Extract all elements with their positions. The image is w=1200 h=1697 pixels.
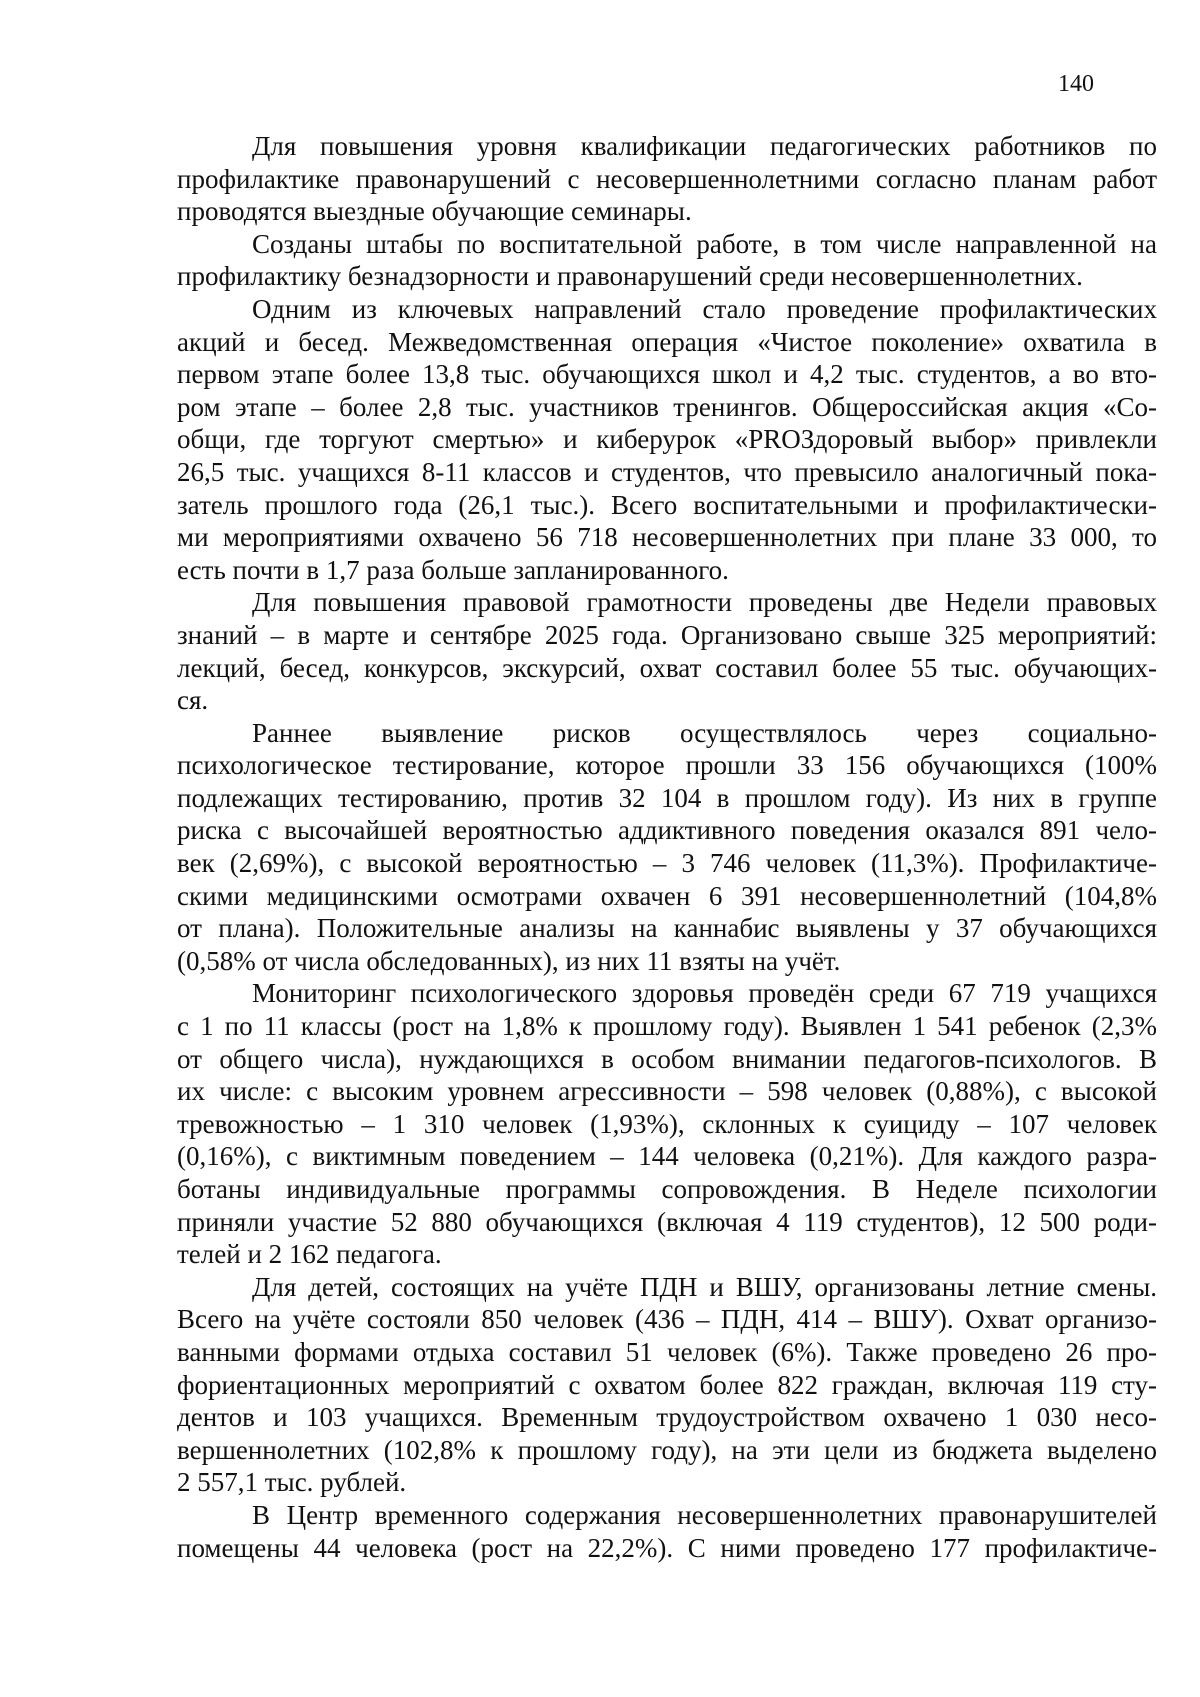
text-line: (0,16%), с виктимным поведением – 144 человека (0,21%). Для каждого разра- bbox=[177, 1141, 1157, 1172]
text-line: от общего числа), нуждающихся в особом внимании педагогов-психологов. В bbox=[177, 1043, 1157, 1074]
text-line: профилактике правонарушений с несовершеннолетними согласно планам работ bbox=[177, 163, 1157, 194]
text-line: акций и бесед. Межведомственная операция «Чистое поколение» охватила в bbox=[177, 326, 1157, 357]
text-line: ми мероприятиями охвачено 56 718 несовершеннолетних при плане 33 000, то bbox=[177, 522, 1157, 553]
paragraph bbox=[177, 293, 1157, 586]
text-line: вершеннолетних (102,8% к прошлому году), на эти цели из бюджета выделено bbox=[177, 1434, 1157, 1465]
paragraph bbox=[177, 1271, 1157, 1499]
text-line: лекций, бесед, конкурсов, экскурсий, охват составил более 55 тыс. обучающих- bbox=[177, 652, 1157, 683]
text-line: дентов и 103 учащихся. Временным трудоустройством охвачено 1 030 несо- bbox=[177, 1402, 1157, 1433]
text-line: ся. bbox=[177, 685, 209, 716]
paragraph bbox=[177, 717, 1157, 978]
text-line: Одним из ключевых направлений стало проведение профилактических bbox=[252, 293, 1157, 324]
page-number: 140 bbox=[1058, 71, 1094, 97]
text-line: психологическое тестирование, которое прошли 33 156 обучающихся (100% bbox=[177, 750, 1157, 781]
text-line: от плана). Положительные анализы на каннабис выявлены у 37 обучающихся bbox=[177, 913, 1157, 944]
text-line: знаний – в марте и сентябре 2025 года. Организовано свыше 325 мероприятий: bbox=[177, 619, 1157, 650]
text-line: тревожностью – 1 310 человек (1,93%), склонных к суициду – 107 человек bbox=[177, 1108, 1157, 1139]
text-line: Всего на учёте состояли 850 человек (436 – ПДН, 414 – ВШУ). Охват организо- bbox=[177, 1304, 1157, 1335]
text-line: Созданы штабы по воспитательной работе, в том числе направленной на bbox=[252, 228, 1157, 259]
text-line: (0,58% от числа обследованных), из них 11 взяты на учёт. bbox=[177, 945, 841, 976]
text-line: первом этапе более 13,8 тыс. обучающихся школ и 4,2 тыс. студентов, а во вто- bbox=[177, 359, 1157, 390]
text-line: Раннее выявление рисков осуществлялось через социально- bbox=[252, 717, 1157, 748]
text-line: Для детей, состоящих на учёте ПДН и ВШУ, организованы летние смены. bbox=[252, 1271, 1157, 1302]
text-line: фориентационных мероприятий с охватом более 822 граждан, включая 119 сту- bbox=[177, 1369, 1157, 1400]
text-line: с 1 по 11 классы (рост на 1,8% к прошлому году). Выявлен 1 541 ребенок (2,3% bbox=[177, 1011, 1157, 1042]
text-line: подлежащих тестированию, против 32 104 в прошлом году). Из них в группе bbox=[177, 782, 1157, 813]
text-line: помещены 44 человека (рост на 22,2%). С ними проведено 177 профилактиче- bbox=[177, 1532, 1157, 1563]
text-line: риска с высочайшей вероятностью аддиктивного поведения оказался 891 чело- bbox=[177, 815, 1157, 846]
text-line: век (2,69%), с высокой вероятностью – 3 746 человек (11,3%). Профилактиче- bbox=[177, 848, 1157, 879]
text-line: есть почти в 1,7 раза больше запланированного. bbox=[177, 554, 729, 585]
text-line: В Центр временного содержания несовершеннолетних правонарушителей bbox=[252, 1499, 1157, 1530]
paragraph bbox=[177, 228, 1157, 293]
text-line: общи, где торгуют смертью» и киберурок «PROЗдоровый выбор» привлекли bbox=[177, 424, 1157, 455]
text-line: их числе: с высоким уровнем агрессивности – 598 человек (0,88%), с высокой bbox=[177, 1076, 1157, 1107]
text-line: приняли участие 52 880 обучающихся (включая 4 119 студентов), 12 500 роди- bbox=[177, 1206, 1157, 1237]
paragraph bbox=[177, 130, 1157, 228]
text-line: скими медицинскими осмотрами охвачен 6 391 несовершеннолетний (104,8% bbox=[177, 880, 1157, 911]
paragraph bbox=[177, 1499, 1157, 1564]
text-line: 2 557,1 тыс. рублей. bbox=[177, 1467, 407, 1498]
text-line: Для повышения уровня квалификации педагогических работников по bbox=[252, 131, 1157, 161]
text-line: телей и 2 162 педагога. bbox=[177, 1239, 442, 1270]
document-body bbox=[177, 130, 1157, 1564]
text-line: Мониторинг психологического здоровья проведён среди 67 719 учащихся bbox=[252, 978, 1157, 1009]
text-line: ром этапе – более 2,8 тыс. участников тренингов. Общероссийская акция «Со- bbox=[177, 391, 1157, 422]
text-line: проводятся выездные обучающие семинары. bbox=[177, 196, 692, 227]
paragraph bbox=[177, 977, 1157, 1270]
text-line: 26,5 тыс. учащихся 8-11 классов и студентов, что превысило аналогичный пока- bbox=[177, 456, 1157, 487]
text-line: ванными формами отдыха составил 51 человек (6%). Также проведено 26 про- bbox=[177, 1336, 1157, 1367]
paragraph bbox=[177, 586, 1157, 716]
text-line: Для повышения правовой грамотности проведены две Недели правовых bbox=[252, 587, 1157, 618]
text-line: затель прошлого года (26,1 тыс.). Всего воспитательными и профилактически- bbox=[177, 489, 1157, 520]
text-line: ботаны индивидуальные программы сопровождения. В Неделе психологии bbox=[177, 1174, 1157, 1204]
text-line: профилактику безнадзорности и правонарушений среди несовершеннолетних. bbox=[177, 261, 1083, 292]
